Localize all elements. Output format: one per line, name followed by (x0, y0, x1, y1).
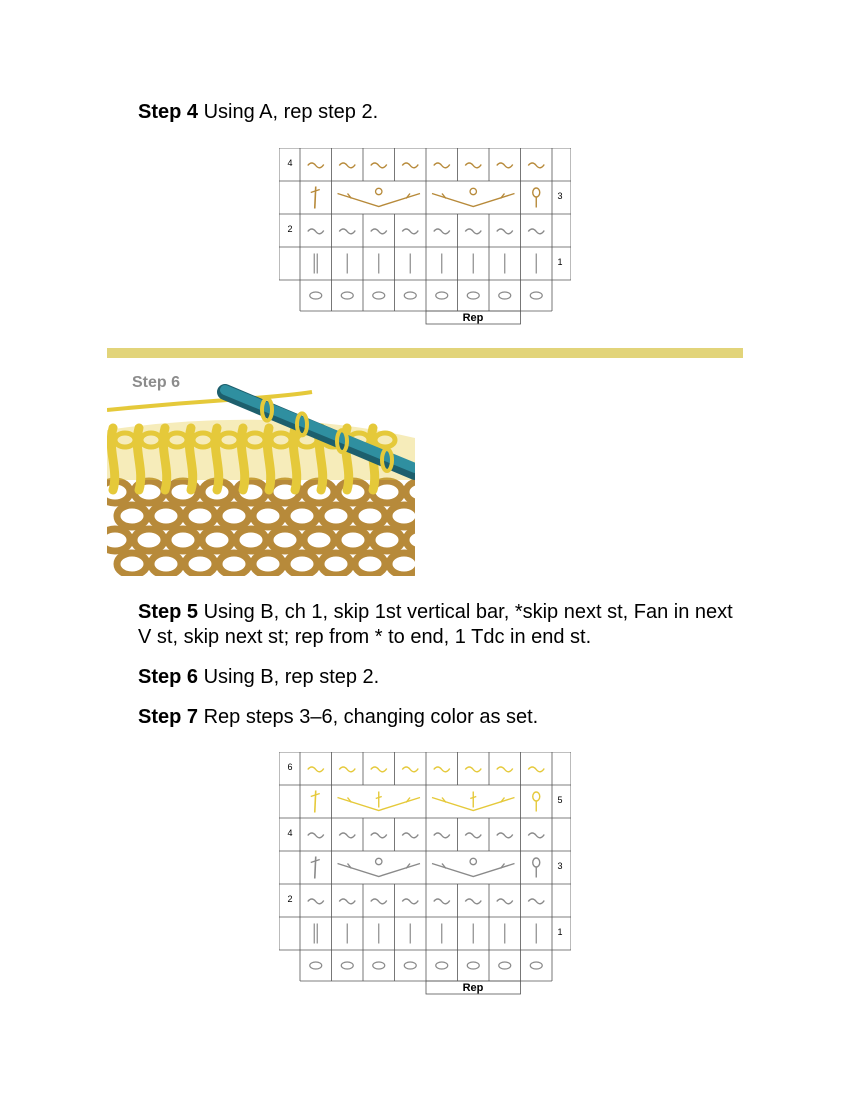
slip-stitch-symbol (497, 899, 513, 904)
slip-stitch-symbol (528, 229, 544, 234)
row-number-3: 3 (557, 861, 563, 871)
chain-stitch-symbol (436, 292, 448, 299)
chain-stitch-symbol (530, 292, 542, 299)
slip-stitch-symbol (402, 833, 418, 838)
step-6-paragraph (138, 665, 738, 690)
slip-stitch-symbol (497, 833, 513, 838)
puff-stitch-symbol (533, 188, 540, 197)
slip-stitch-symbol (497, 229, 513, 234)
chain-stitch-symbol (499, 962, 511, 969)
chain-stitch-symbol (499, 292, 511, 299)
slip-stitch-symbol (371, 899, 387, 904)
chart-grid (279, 752, 571, 994)
row-number-4: 4 (287, 158, 293, 168)
step-6-text: Using B, rep step 2. (198, 666, 380, 688)
slip-stitch-symbol (402, 229, 418, 234)
photo-step-label: Step 6 (132, 374, 181, 391)
step-6-label: Step 6 (138, 666, 199, 688)
slip-stitch-symbol (371, 833, 387, 838)
chain-stitch-symbol (467, 962, 479, 969)
rep-label: Rep (462, 982, 484, 994)
slip-stitch-symbol (528, 899, 544, 904)
slip-stitch-symbol (465, 767, 481, 772)
slip-stitch-symbol (434, 833, 450, 838)
slip-stitch-symbol (465, 229, 481, 234)
slip-stitch-symbol (465, 899, 481, 904)
row-number-1: 1 (557, 257, 563, 267)
step-4-text: Using A, rep step 2. (198, 101, 379, 123)
slip-stitch-symbol (308, 833, 324, 838)
slip-stitch-symbol (434, 163, 450, 168)
slip-stitch-symbol (339, 163, 355, 168)
slip-stitch-symbol (371, 229, 387, 234)
step-4-paragraph (138, 100, 738, 125)
slip-stitch-symbol (465, 833, 481, 838)
chain-space-symbol (376, 858, 382, 864)
chain-stitch-symbol (310, 962, 322, 969)
slip-stitch-symbol (402, 767, 418, 772)
slip-stitch-symbol (434, 899, 450, 904)
chain-stitch-symbol (373, 962, 385, 969)
step-5-label: Step 5 (138, 601, 199, 623)
slip-stitch-symbol (371, 163, 387, 168)
step-7-text: Rep steps 3–6, changing color as set. (198, 706, 539, 728)
slip-stitch-symbol (465, 163, 481, 168)
step-7-paragraph (138, 705, 738, 730)
chain-space-symbol (470, 858, 476, 864)
step-5-paragraph (138, 600, 738, 650)
step-5-text: Using B, ch 1, skip 1st vertical bar, *skip next st, Fan in next V st, skip next st; rep from * to end, 1 Tdc in end st. (138, 601, 733, 648)
slip-stitch-symbol (402, 163, 418, 168)
row-number-4: 4 (287, 828, 293, 838)
slip-stitch-symbol (339, 833, 355, 838)
row-number-2: 2 (287, 224, 293, 234)
chain-stitch-symbol (341, 962, 353, 969)
slip-stitch-symbol (371, 767, 387, 772)
slip-stitch-symbol (339, 767, 355, 772)
step-6-photo (107, 360, 415, 576)
crochet-chart-rows-1-6 (279, 752, 571, 996)
chain-stitch-symbol (404, 962, 416, 969)
row-number-2: 2 (287, 894, 293, 904)
puff-stitch-symbol (533, 792, 540, 801)
slip-stitch-symbol (434, 229, 450, 234)
chart-grid (279, 148, 571, 324)
chain-stitch-symbol (341, 292, 353, 299)
slip-stitch-symbol (434, 767, 450, 772)
slip-stitch-symbol (308, 229, 324, 234)
row-number-6: 6 (287, 762, 293, 772)
row-number-5: 5 (557, 795, 563, 805)
chain-stitch-symbol (530, 962, 542, 969)
chain-space-symbol (376, 188, 382, 194)
step-4-label: Step 4 (138, 101, 199, 123)
tdc-stitch-symbol (315, 857, 316, 879)
crochet-chart-rows-1-4 (279, 148, 571, 326)
slip-stitch-symbol (308, 163, 324, 168)
chain-space-symbol (470, 188, 476, 194)
chain-stitch-symbol (310, 292, 322, 299)
slip-stitch-symbol (308, 767, 324, 772)
slip-stitch-symbol (497, 163, 513, 168)
step-7-label: Step 7 (138, 706, 199, 728)
tdc-stitch-symbol (315, 791, 316, 813)
puff-stitch-symbol (533, 858, 540, 867)
chain-stitch-symbol (436, 962, 448, 969)
row-number-3: 3 (557, 191, 563, 201)
slip-stitch-symbol (339, 229, 355, 234)
crochet-hook-photo-image (107, 360, 415, 576)
slip-stitch-symbol (497, 767, 513, 772)
section-divider-bar (107, 348, 743, 358)
tdc-stitch-symbol (315, 187, 316, 209)
chain-stitch-symbol (467, 292, 479, 299)
slip-stitch-symbol (308, 899, 324, 904)
slip-stitch-symbol (528, 767, 544, 772)
chain-stitch-symbol (404, 292, 416, 299)
slip-stitch-symbol (528, 163, 544, 168)
chain-stitch-symbol (373, 292, 385, 299)
slip-stitch-symbol (402, 899, 418, 904)
rep-label: Rep (462, 312, 484, 324)
slip-stitch-symbol (528, 833, 544, 838)
row-number-1: 1 (557, 927, 563, 937)
slip-stitch-symbol (339, 899, 355, 904)
